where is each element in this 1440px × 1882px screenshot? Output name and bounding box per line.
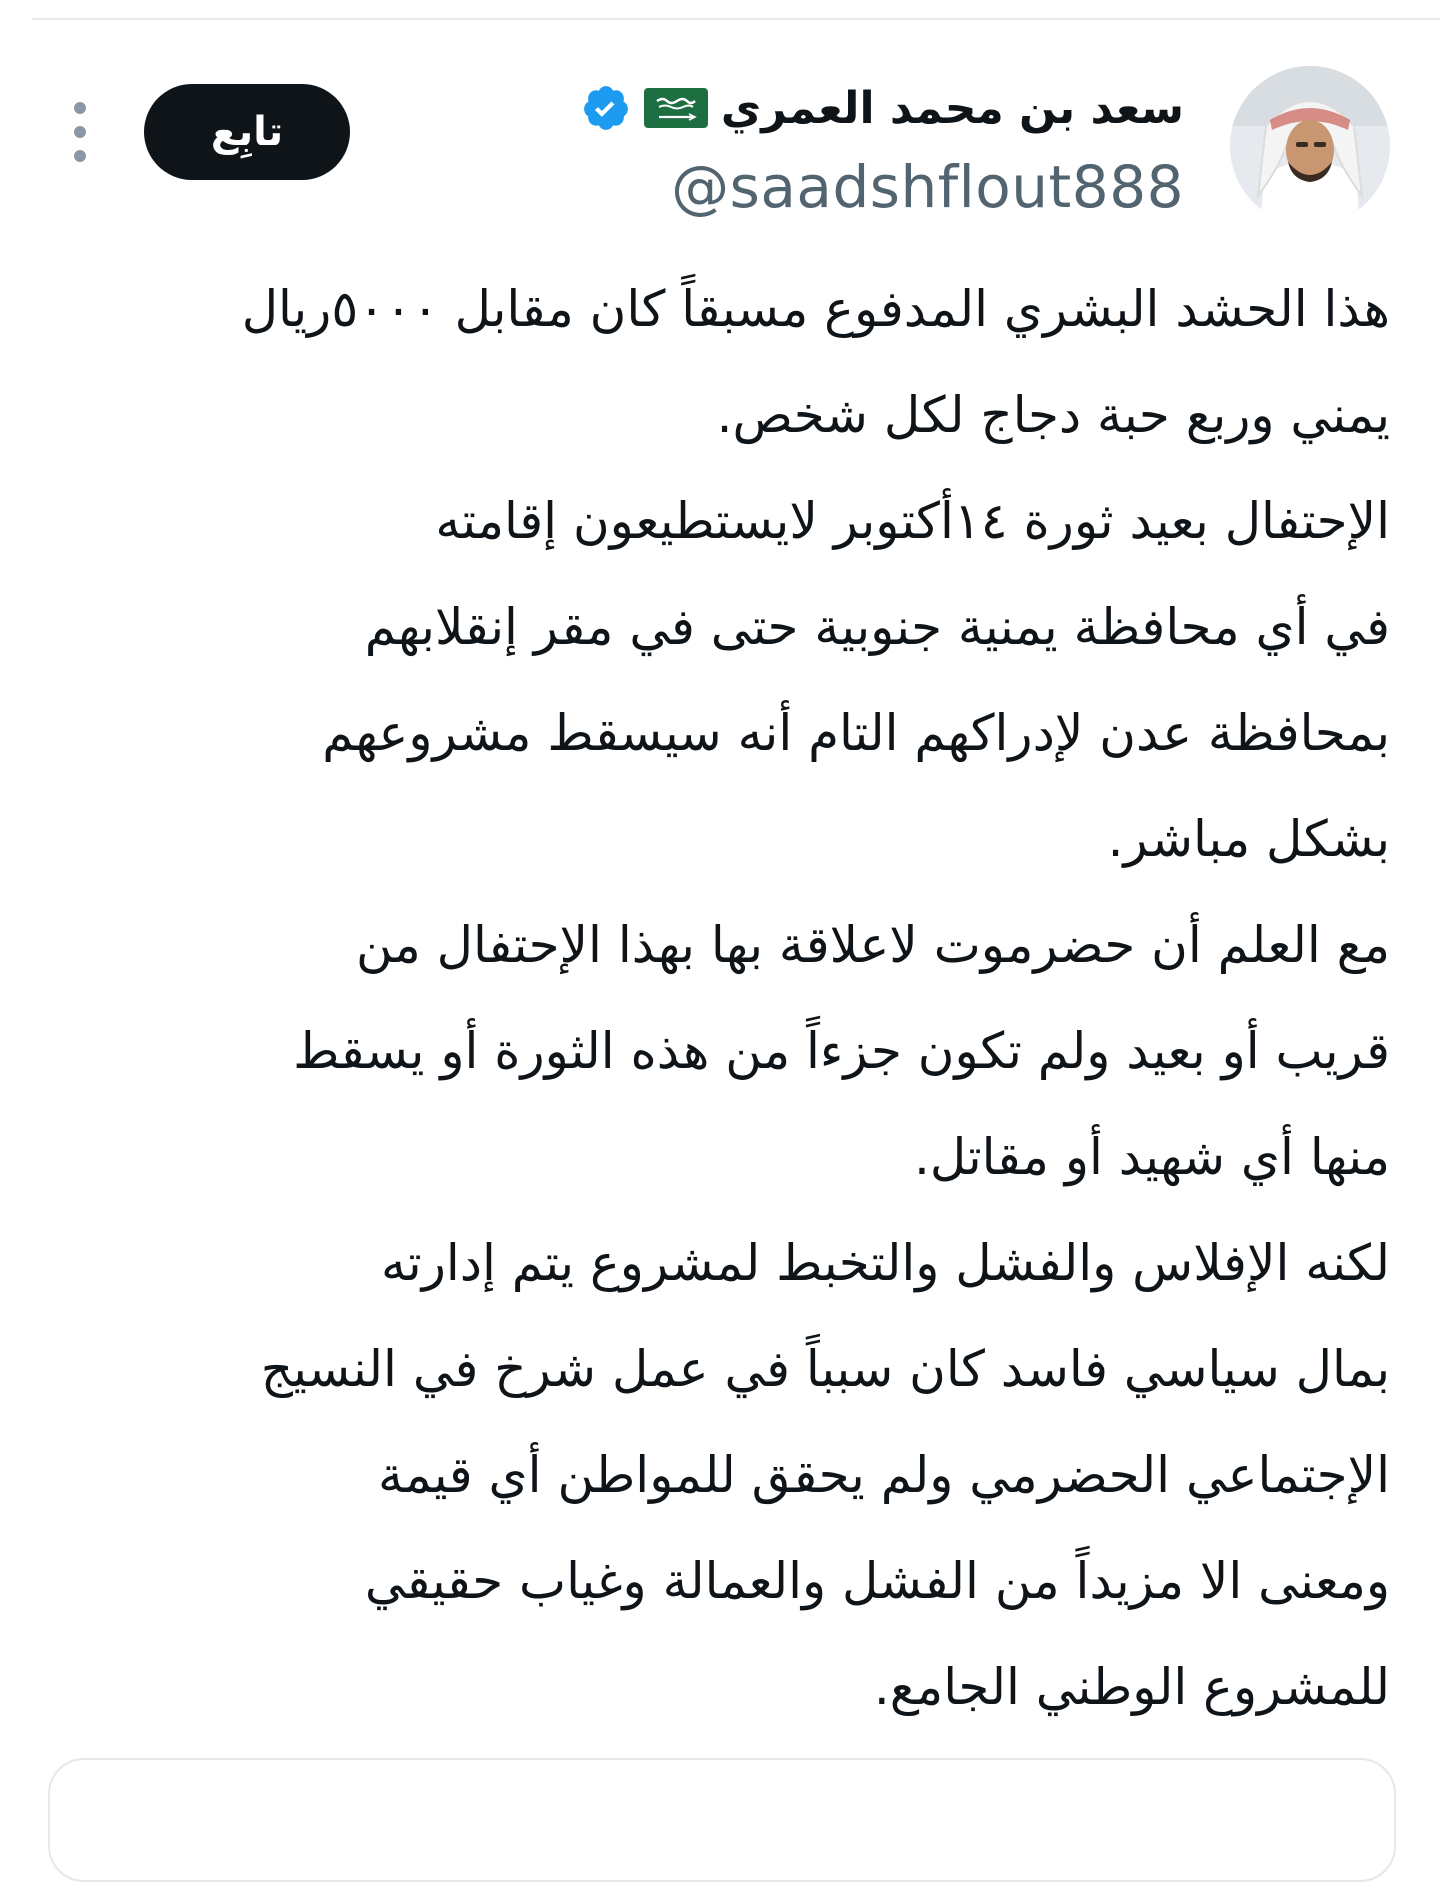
author-display-name[interactable]: سعد بن محمد العمري: [720, 82, 1184, 134]
tweet-line: مع العلم أن حضرموت لاعلاقة بها بهذا الإحتفال من: [355, 916, 1390, 974]
author-name-row: [581, 76, 1184, 140]
more-dot: [74, 126, 86, 138]
top-divider: [32, 18, 1440, 20]
tweet-line: بمحافظة عدن لإدراكهم التام أنه سيسقط مشروعهم: [322, 704, 1390, 762]
tweet-line: الإحتفال بعيد ثورة ١٤أكتوبر لايستطيعون إقامته: [435, 492, 1390, 550]
follow-button[interactable]: تابِع: [144, 84, 350, 180]
avatar[interactable]: [1230, 66, 1390, 226]
tweet-line: قريب أو بعيد ولم تكون جزءاً من هذه الثورة أو يسقط: [293, 1022, 1390, 1080]
saudi-arabia-flag-icon: [643, 87, 709, 129]
tweet-line: بمال سياسي فاسد كان سبباً في عمل شرخ في النسيج: [260, 1340, 1390, 1398]
more-dot: [74, 102, 86, 114]
tweet-line: في أي محافظة يمنية جنوبية حتى في مقر إنقلابهم: [364, 598, 1390, 656]
tweet-line: الإجتماعي الحضرمي ولم يحقق للمواطن أي قيمة: [377, 1446, 1390, 1504]
tweet-line: هذا الحشد البشري المدفوع مسبقاً كان مقابل ٥٠٠٠ريال: [241, 280, 1390, 338]
tweet-line: لكنه الإفلاس والفشل والتخبط لمشروع يتم إدارته: [380, 1234, 1390, 1292]
verified-badge-icon: [581, 83, 631, 133]
more-vertical-icon[interactable]: [64, 102, 96, 162]
tweet-line: للمشروع الوطني الجامع.: [873, 1658, 1390, 1716]
tweet-line: بشكل مباشر.: [1107, 810, 1390, 868]
tweet-line: ومعنى الا مزيداً من الفشل والعمالة وغياب حقيقي: [364, 1552, 1390, 1610]
tweet-line: منها أي شهيد أو مقاتل.: [913, 1128, 1390, 1186]
author-handle[interactable]: @saadshflout888: [671, 153, 1184, 221]
tweet-text: [56, 256, 1390, 1740]
attached-card[interactable]: [48, 1758, 1396, 1882]
tweet-header: [0, 60, 1440, 230]
tweet-line: يمني وربع حبة دجاج لكل شخص.: [716, 386, 1390, 444]
more-dot: [74, 150, 86, 162]
